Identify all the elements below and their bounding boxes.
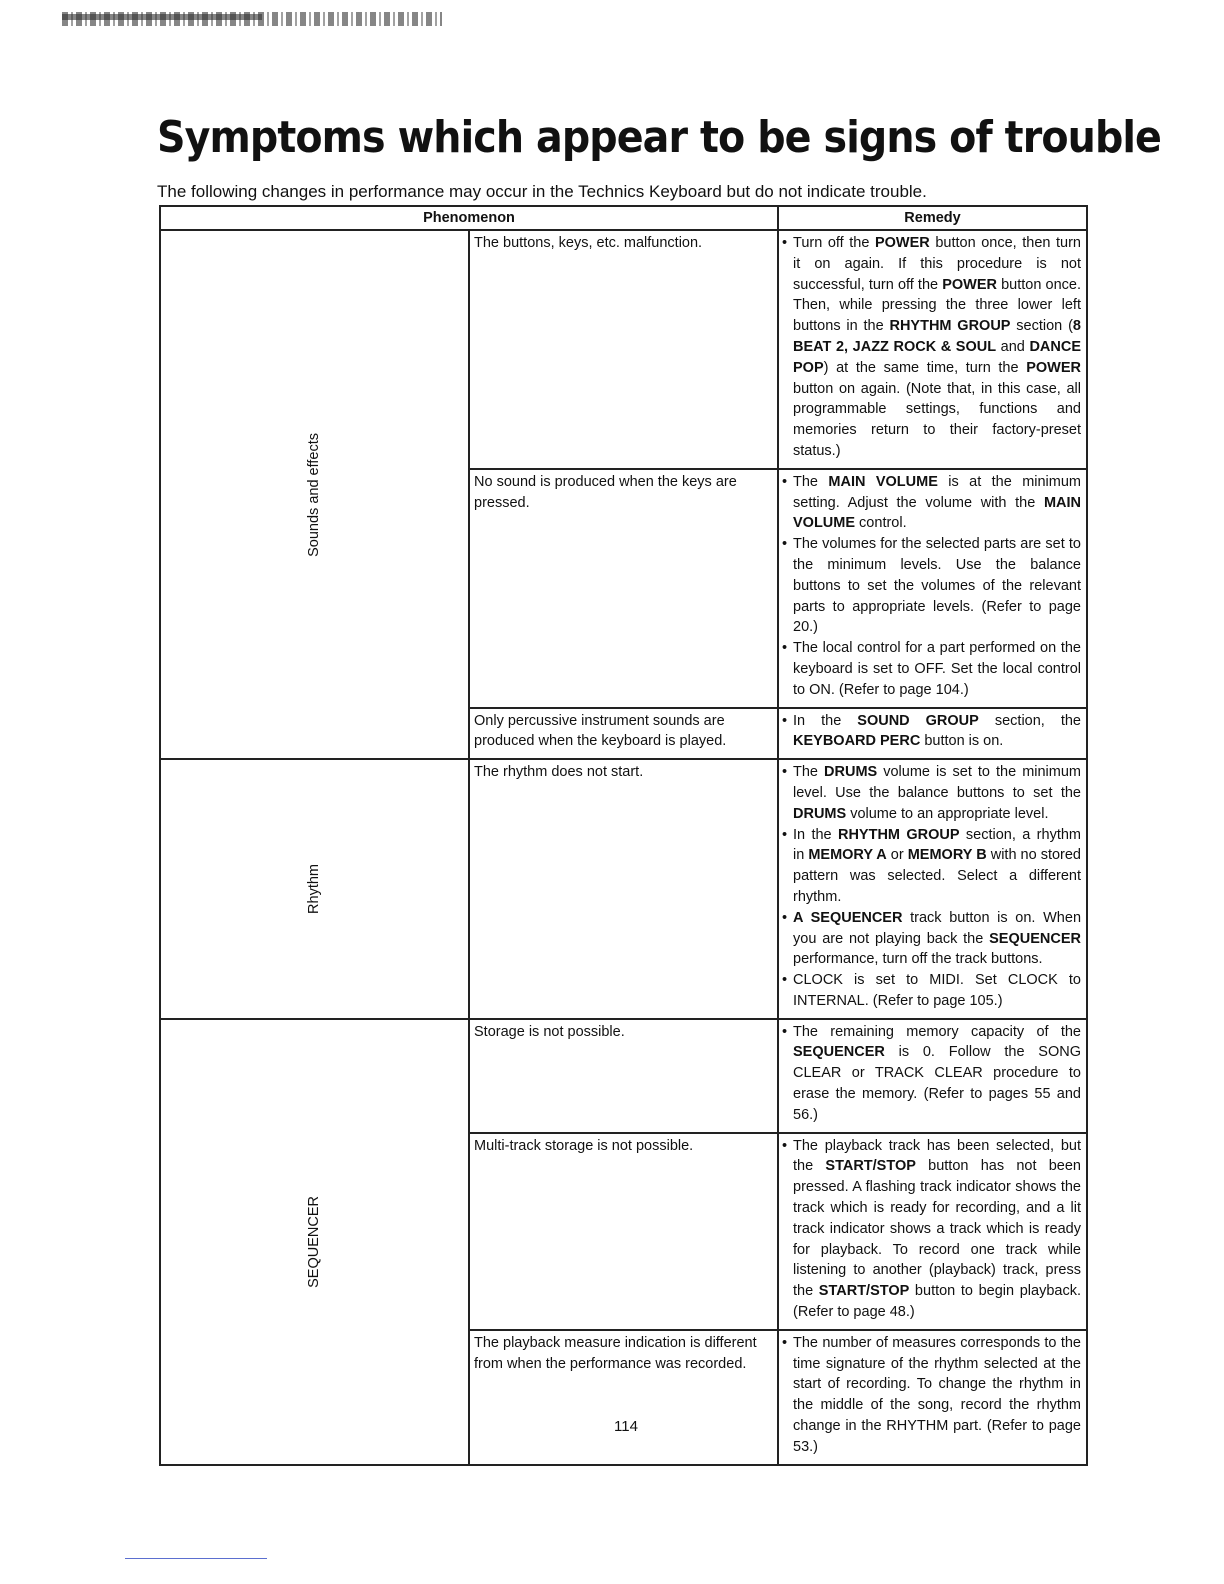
bullet-icon: • [782, 473, 788, 490]
phenomenon-cell: No sound is produced when the keys are pressed. [469, 469, 778, 708]
bullet-icon: • [782, 536, 788, 553]
header-phenomenon: Phenomenon [160, 206, 778, 230]
remedy-item: • The playback track has been selected, but the START/STOP button has not been pressed. A flashing track indicator shows the track which is ready for recording, and a lit track indicator shows a track which is ready for playback. To record one track while listening to another (playback) track, press the START/STOP button to begin playback. (Refer to page 48.) [782, 1137, 1081, 1321]
phenomenon-cell: Multi-track storage is not possible. [469, 1133, 778, 1330]
category-label: Sounds and effects [306, 432, 323, 557]
bullet-icon: • [782, 640, 788, 657]
remedy-item: • The number of measures corresponds to the time signature of the rhythm selected at the start of recording. To change the rhythm in the middle of the song, record the rhythm change in the RHYTHM part. (Refer to page 53.) [782, 1334, 1081, 1455]
remedy-item: • The local control for a part performed on the keyboard is set to OFF. Set the local control to ON. (Refer to page 104.) [782, 640, 1081, 698]
bullet-icon: • [782, 826, 788, 843]
bullet-icon: • [782, 1334, 788, 1351]
category-label: SEQUENCER [306, 1195, 323, 1288]
remedy-item: • The MAIN VOLUME is at the minimum setting. Adjust the volume with the MAIN VOLUME control. [782, 473, 1081, 532]
remedy-item: • A SEQUENCER track button is on. When you are not playing back the SEQUENCER performance, turn off the track buttons. [782, 909, 1082, 968]
bullet-icon: • [782, 235, 788, 251]
category-cell [160, 759, 469, 1019]
remedy-cell [778, 469, 1087, 708]
remedy-item: • CLOCK is set to MIDI. Set CLOCK to INTERNAL. (Refer to page 105.) [782, 972, 1081, 1009]
scan-artifact-line [62, 14, 262, 20]
remedy-cell [778, 759, 1087, 1019]
category-label: Rhythm [306, 863, 323, 914]
page-title: Symptoms which appear to be signs of trouble [157, 112, 1162, 163]
table-header-row [160, 206, 1087, 230]
table-row [160, 230, 1087, 469]
remedy-cell [778, 708, 1087, 760]
intro-text: The following changes in performance may occur in the Technics Keyboard but do not indicate trouble. [157, 182, 927, 201]
remedy-item: • Turn off the POWER button once, then turn it on again. If this procedure is not successful, turn off the POWER button once. Then, while pressing the three lower left buttons in the RHYTHM GROUP section (8 BEAT 2, JAZZ ROCK & SOUL and DANCE POP) at the same time, turn the POWER button on again. (Note that, in this case, all programmable settings, functions and memories return to their factory-preset status.) [782, 235, 1082, 459]
remedy-item: • In the RHYTHM GROUP section, a rhythm in MEMORY A or MEMORY B with no stored pattern was selected. Select a different rhythm. [782, 826, 1081, 905]
phenomenon-cell: Storage is not possible. [469, 1019, 778, 1133]
phenomenon-cell: Only percussive instrument sounds are produced when the keyboard is played. [469, 708, 778, 760]
table-row [160, 1019, 1087, 1133]
bullet-icon: • [782, 764, 788, 781]
phenomenon-cell: The rhythm does not start. [469, 759, 778, 1019]
category-cell [160, 1019, 469, 1465]
remedy-item: • The remaining memory capacity of the SEQUENCER is 0. Follow the SONG CLEAR or TRACK CLEAR procedure to erase the memory. (Refer to pages 55 and 56.) [782, 1023, 1081, 1123]
remedy-item: • The volumes for the selected parts are set to the minimum levels. Use the balance buttons to set the volumes of the relevant parts to appropriate levels. (Refer to page 20.) [782, 536, 1081, 636]
page-number: 114 [614, 1418, 638, 1435]
bullet-icon: • [782, 1023, 788, 1040]
bullet-icon: • [782, 712, 788, 729]
scan-edge-line [125, 1558, 267, 1559]
bullet-icon: • [782, 1137, 788, 1154]
remedy-cell [778, 1133, 1087, 1330]
phenomenon-cell: The buttons, keys, etc. malfunction. [469, 230, 778, 469]
table-row [160, 759, 1087, 1019]
remedy-item: • In the SOUND GROUP section, the KEYBOARD PERC button is on. [782, 712, 1081, 750]
remedy-cell [778, 1019, 1087, 1133]
troubleshooting-table [159, 205, 1088, 1466]
remedy-item: • The DRUMS volume is set to the minimum level. Use the balance buttons to set the DRUMS volume to an appropriate level. [782, 764, 1082, 822]
remedy-cell [778, 230, 1087, 469]
bullet-icon: • [782, 909, 788, 926]
phenomenon-cell: The playback measure indication is different from when the performance was recorded. [469, 1330, 778, 1465]
remedy-cell [778, 1330, 1087, 1465]
category-cell [160, 230, 469, 759]
header-remedy: Remedy [778, 206, 1087, 230]
bullet-icon: • [782, 972, 788, 989]
